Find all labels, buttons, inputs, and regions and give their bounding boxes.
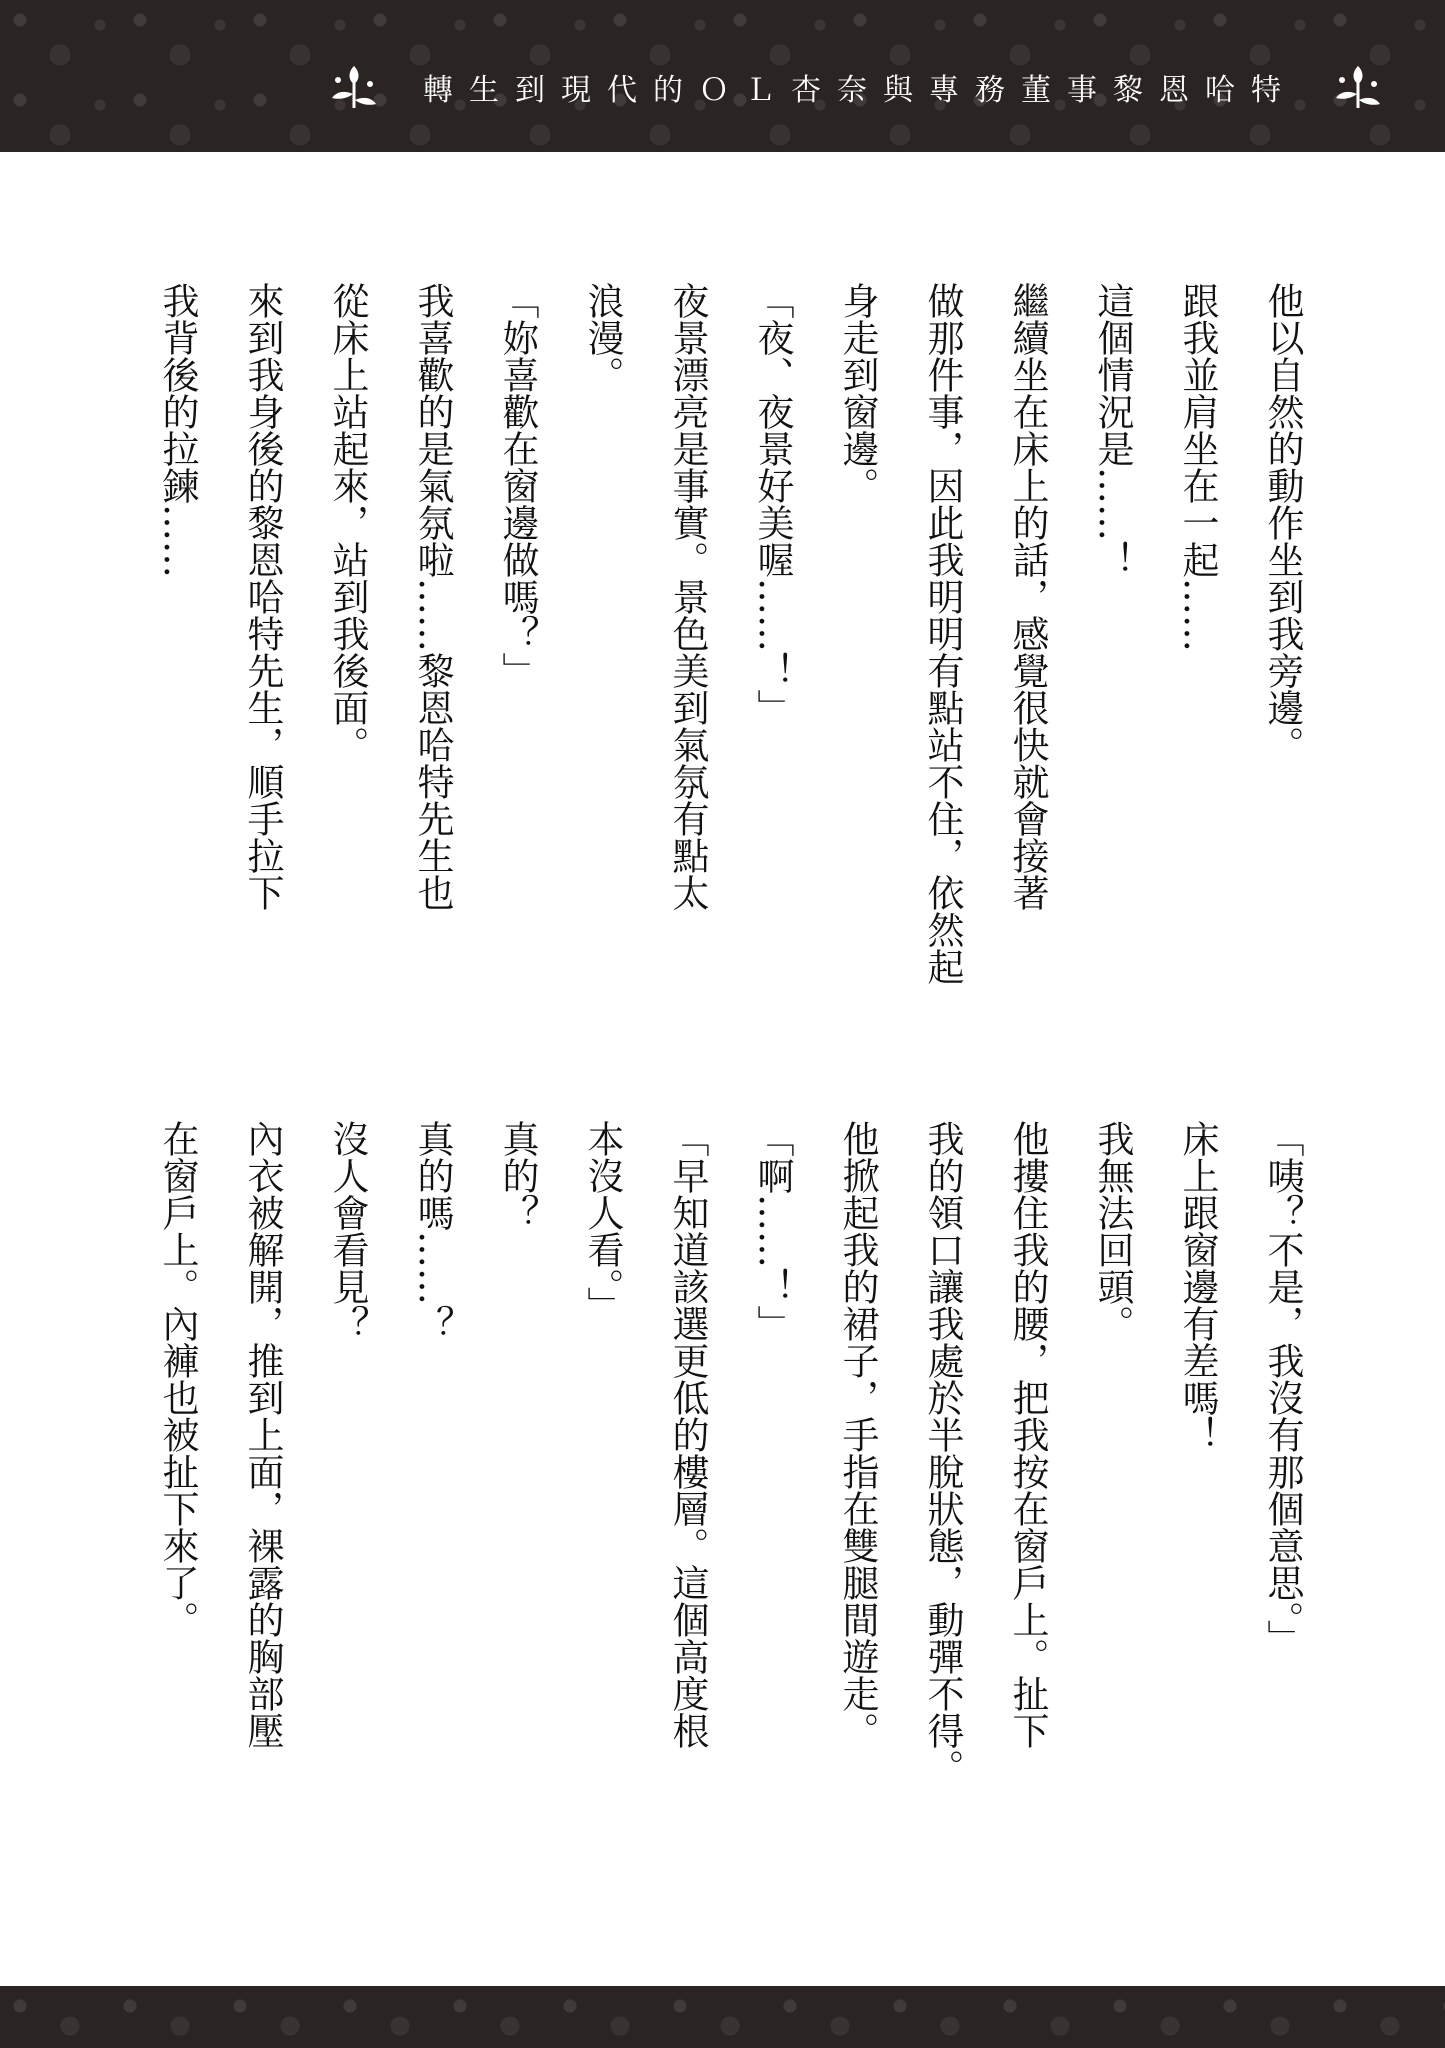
text-column: 來到我身後的黎恩哈特先生，順手拉下 [241, 282, 284, 911]
page-header-title: 轉生到現代的ＯＬ杏奈與專務董事黎恩哈特 [423, 73, 1297, 108]
text-column: 從床上站起來，站到我後面。 [326, 282, 369, 763]
text-column: 真的嗎……？ [411, 1120, 454, 1342]
text-column: 跟我並肩坐在一起…… [1176, 282, 1219, 652]
text-column: 沒人會看見？ [326, 1120, 369, 1342]
footer-band [0, 1986, 1445, 2048]
text-column: 「早知道該選更低的樓層。這個高度根 [666, 1120, 709, 1749]
text-column: 他掀起我的裙子，手指在雙腿間遊走。 [836, 1120, 879, 1749]
lower-text-block [113, 1120, 1303, 1890]
text-column: 「妳喜歡在窗邊做嗎？」 [496, 282, 539, 689]
text-column: 這個情況是……！ [1091, 282, 1134, 578]
text-column: 床上跟窗邊有差嗎！ [1176, 1120, 1219, 1453]
text-column: 夜景漂亮是事實。景色美到氣氛有點太 [666, 282, 709, 911]
floral-ornament-icon [1330, 60, 1386, 116]
text-column: 本沒人看。」 [581, 1120, 624, 1324]
text-column: 內衣被解開，推到上面，裸露的胸部壓 [241, 1120, 284, 1749]
text-column: 我背後的拉鍊…… [156, 282, 199, 578]
text-column: 我喜歡的是氣氛啦……黎恩哈特先生也 [411, 282, 454, 911]
text-column: 他摟住我的腰，把我按在窗戶上。扯下 [1006, 1120, 1049, 1749]
text-column: 身走到窗邊。 [836, 282, 879, 504]
floral-ornament-icon [326, 60, 382, 116]
text-column: 「啊……！」 [751, 1120, 794, 1342]
text-column: 繼續坐在床上的話，感覺很快就會接著 [1006, 282, 1049, 911]
text-column: 在窗戶上。內褲也被扯下來了。 [156, 1120, 199, 1638]
text-column: 我的領口讓我處於半脫狀態，動彈不得。 [921, 1120, 964, 1786]
text-column: 浪漫。 [581, 282, 624, 393]
text-column: 我無法回頭。 [1091, 1120, 1134, 1342]
text-column: 他以自然的動作坐到我旁邊。 [1261, 282, 1304, 763]
text-column: 「咦？不是，我沒有那個意思。」 [1261, 1120, 1304, 1657]
text-column: 做那件事，因此我明明有點站不住，依然起 [921, 282, 964, 985]
text-column: 「夜、夜景好美喔……！」 [751, 282, 794, 726]
upper-text-block [113, 282, 1303, 1042]
header-band [0, 0, 1445, 152]
text-column: 真的？ [496, 1120, 539, 1231]
